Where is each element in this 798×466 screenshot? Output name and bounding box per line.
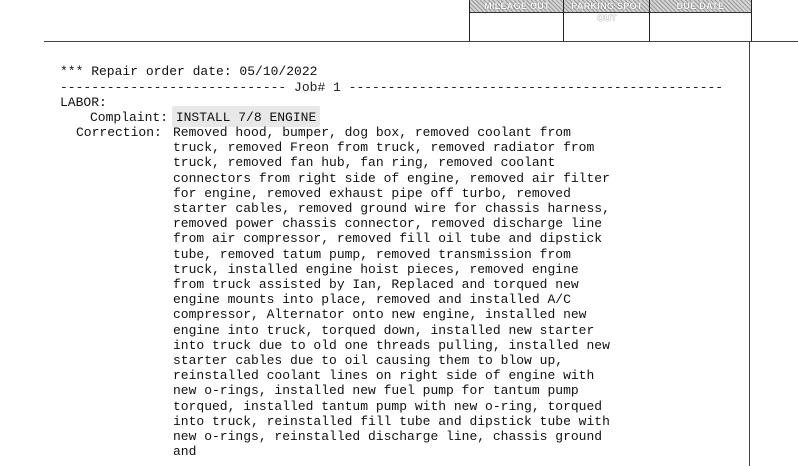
repair-order-date: *** Repair order date: 05/10/2022 — [60, 64, 318, 79]
complaint-value: INSTALL 7/8 ENGINE — [175, 110, 317, 125]
mileage-out-box — [469, 0, 564, 42]
mileage-out-label: MILEAGE OUT — [470, 0, 564, 13]
parking-spot-out-label: PARKING SPOT OUT — [564, 0, 650, 13]
due-date-box — [649, 0, 752, 42]
complaint-row — [90, 110, 316, 125]
due-date-label: DUE DATE — [650, 0, 751, 13]
right-margin-rule — [749, 41, 750, 466]
parking-spot-out-box — [563, 0, 650, 42]
correction-text: Removed hood, bumper, dog box, removed coolant from truck, removed Freon from truck, removed radiator from truck, removed fan hub, fan ring, removed coolant connectors from right side of engine, removed air filter for engine, removed exhaust pipe off turbo, removed starter cables, removed ground wire for chassis harness, removed power chassis connector, removed discharge line from air compressor, removed fill oil tube and dipstick tube, removed tatum pump, removed transmission from truck, installed engine hoist pieces, removed engine from truck assisted by Ian, Replaced and torqued new engine mounts into place, removed and installed A/C compressor, Alternator onto new engine, installed new engine into truck, torqued down, installed new starter into truck due to old one threads pulling, installed new starter cables due to oil causing them to blow up, reinstalled coolant lines on right side of engine with new o-rings, installed new fuel pump for tantum pump torqued, installed tantum pump with new o-ring, torqued into truck, reinstalled fill tube and dipstick tube with new o-rings, reinstalled discharge line, chassis ground and — [173, 125, 610, 460]
correction-label: Correction: — [76, 125, 162, 140]
header-divider — [44, 41, 798, 42]
labor-heading: LABOR: — [60, 95, 107, 110]
job-separator: ----------------------------- Job# 1 ------------------------------------------------ — [60, 80, 724, 95]
complaint-label: Complaint: — [90, 110, 169, 125]
